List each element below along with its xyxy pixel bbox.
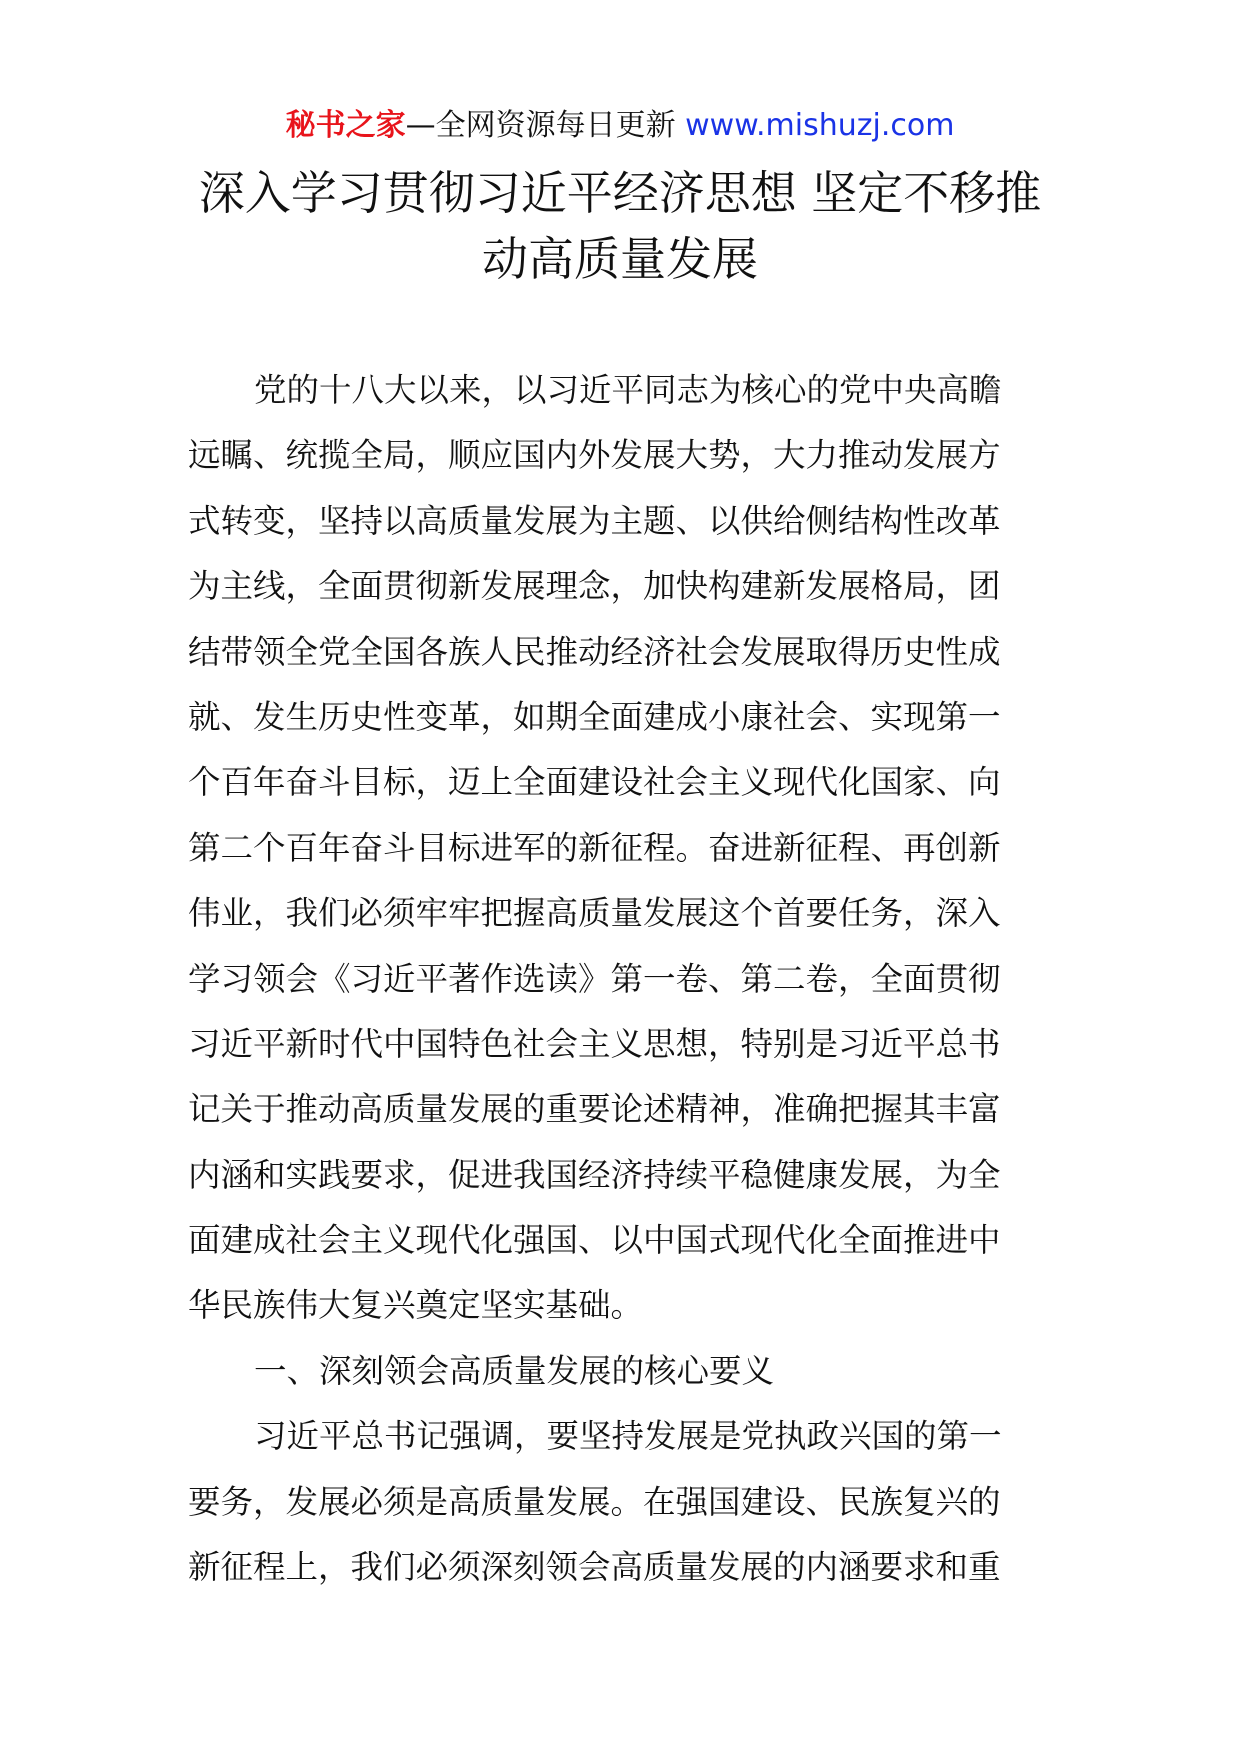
site-header xyxy=(0,104,1240,148)
paragraph-1-line: 远瞩、统揽全局，顺应国内外发展大势，大力推动发展方 xyxy=(188,436,1001,475)
paragraph-1-line: 党的十八大以来，以习近平同志为核心的党中央高瞻 xyxy=(254,371,1002,409)
paragraph-1-line: 内涵和实践要求，促进我国经济持续平稳健康发展，为全 xyxy=(188,1155,1001,1194)
paragraph-1-line: 伟业，我们必须牢牢把握高质量发展这个首要任务，深入 xyxy=(188,894,1001,933)
paragraph-1-line: 记关于推动高质量发展的重要论述精神，准确把握其丰富 xyxy=(188,1090,1001,1129)
title-line-2: 动高质量发展 xyxy=(482,232,758,286)
paragraph-1-line: 为主线，全面贯彻新发展理念，加快构建新发展格局，团 xyxy=(188,567,1001,606)
paragraph-1-line: 式转变，坚持以高质量发展为主题、以供给侧结构性改革 xyxy=(188,501,1001,540)
paragraph-2-line: 新征程上，我们必须深刻领会高质量发展的内涵要求和重 xyxy=(188,1548,1001,1587)
paragraph-1-line: 个百年奋斗目标，迈上全面建设社会主义现代化国家、向 xyxy=(188,763,1001,802)
paragraph-2-line: 习近平总书记强调，要坚持发展是党执政兴国的第一 xyxy=(254,1417,1002,1456)
paragraph-1-line: 第二个百年奋斗目标进军的新征程。奋进新征程、再创新 xyxy=(188,828,1001,867)
paragraph-1-line: 面建成社会主义现代化强国、以中国式现代化全面推进中 xyxy=(188,1221,1001,1260)
section-heading: 一、深刻领会高质量发展的核心要义 xyxy=(254,1351,775,1390)
paragraph-1-line: 结带领全党全国各族人民推动经济社会发展取得历史性成 xyxy=(188,632,1001,671)
paragraph-1-line: 习近平新时代中国特色社会主义思想，特别是习近平总书 xyxy=(188,1024,1001,1063)
paragraph-1-line: 华民族伟大复兴奠定坚实基础。 xyxy=(188,1286,644,1325)
paragraph-2-line: 要务，发展必须是高质量发展。在强国建设、民族复兴的 xyxy=(188,1482,1001,1521)
header-slogan: —全网资源每日更新 xyxy=(405,108,676,143)
site-url-link[interactable]: www.mishuzj.com xyxy=(685,108,955,143)
brand-name: 秘书之家 xyxy=(285,108,406,143)
paragraph-1-line: 学习领会《习近平著作选读》第一卷、第二卷，全面贯彻 xyxy=(188,959,1001,998)
paragraph-1-line: 就、发生历史性变革，如期全面建成小康社会、实现第一 xyxy=(188,697,1001,736)
title-line-1: 深入学习贯彻习近平经济思想 坚定不移推 xyxy=(198,166,1042,220)
document-body xyxy=(188,358,1034,1600)
document-title xyxy=(130,160,1110,292)
